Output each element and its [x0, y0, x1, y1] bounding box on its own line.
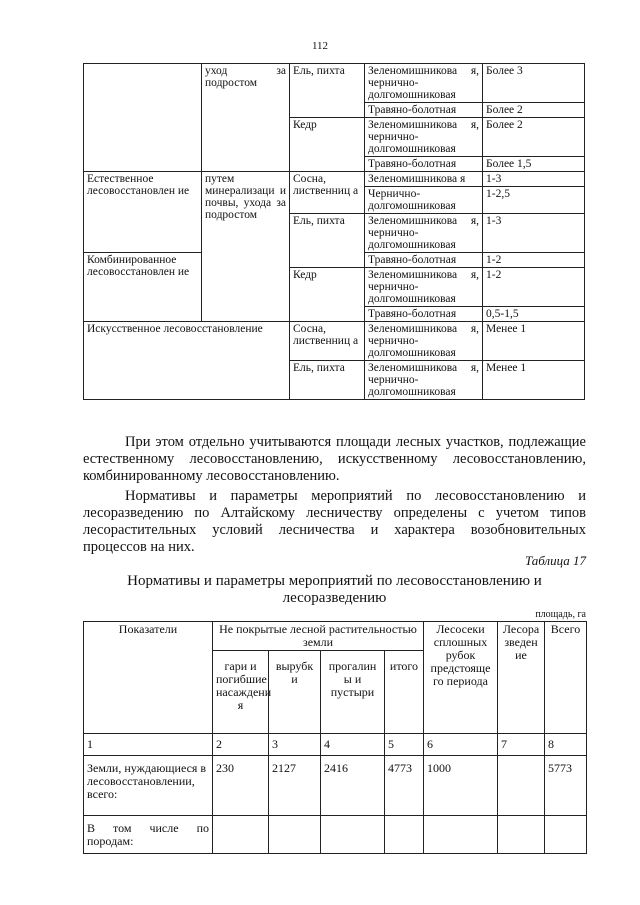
table-cell: Травяно-болотная [365, 253, 483, 268]
table-cell: Кедр [290, 268, 365, 322]
page-number: 112 [311, 40, 329, 52]
table-cell: 1-2,5 [483, 187, 585, 214]
header-cell: прогалин ы и пустыри [321, 651, 385, 734]
table-header-row [84, 622, 587, 651]
table-cell: Зеленомишникова я [365, 172, 483, 187]
table-cell: 5773 [545, 756, 587, 816]
table-cell: Более 2 [483, 103, 585, 118]
header-cell: Показатели [84, 622, 213, 734]
table-cell: Искусственное лесовосстановление [84, 322, 290, 400]
table-cell: Зеленомишникова я, чернично-долгомошниковая [365, 64, 483, 103]
table-cell: Травяно-болотная [365, 307, 483, 322]
paragraph-text: При этом отдельно учитываются площади лесных участков, подлежащие естественному лесовосстановлению, искусственному лесовосстановлению, комбинированному лесовосстановлению. [83, 434, 586, 484]
table-cell: Ель, пихта [290, 361, 365, 400]
table-row [84, 322, 585, 361]
paragraph-text: Нормативы и параметры мероприятий по лесовосстановлению и лесоразведению по Алтайскому лесничеству определены с учетом типов лесорастительных условий лесничества и характера возобновительных процессов на них. [83, 488, 586, 555]
table-cell: уход за подростом [202, 64, 290, 172]
table-row [84, 172, 585, 187]
table-number-row [84, 734, 587, 756]
table-cell [424, 816, 498, 854]
table-cell: 1-3 [483, 172, 585, 187]
forest-regeneration-table [83, 63, 585, 400]
table-cell: Сосна, лиственниц а [290, 172, 365, 214]
table-cell: 8 [545, 734, 587, 756]
table-cell: Ель, пихта [290, 64, 365, 118]
table-cell [545, 816, 587, 854]
table-cell: 1000 [424, 756, 498, 816]
table-cell: 2 [213, 734, 269, 756]
table-cell: Зеленомишникова я, чернично-долгомошниковая [365, 361, 483, 400]
table-cell: 3 [269, 734, 321, 756]
table-row [84, 64, 585, 103]
table-cell: 1-2 [483, 253, 585, 268]
header-cell: Лесора зведен ие [498, 622, 545, 734]
table-cell: 2127 [269, 756, 321, 816]
table-cell: Травяно-болотная [365, 157, 483, 172]
regeneration-norms-table [83, 621, 587, 854]
table-cell [213, 816, 269, 854]
header-cell: Не покрытые лесной растительностью земли [213, 622, 424, 651]
table-cell: Менее 1 [483, 361, 585, 400]
table-cell: 1 [84, 734, 213, 756]
table-cell: Чернично-долгомошниковая [365, 187, 483, 214]
paragraph [83, 488, 586, 556]
table-cell [498, 756, 545, 816]
table-title: Нормативы и параметры мероприятий по лесовосстановлению и лесоразведению [127, 573, 542, 606]
table-cell: 7 [498, 734, 545, 756]
table-cell [498, 816, 545, 854]
table-cell: 4 [321, 734, 385, 756]
table-cell: Естественное лесовосстановлен ие [84, 172, 202, 253]
table-label: Таблица 17 [524, 553, 586, 568]
table-cell: Земли, нуждающиеся в лесовосстановлении, всего: [84, 756, 213, 816]
table-cell: Травяно-болотная [365, 103, 483, 118]
table-cell: Ель, пихта [290, 214, 365, 268]
table-cell: 2416 [321, 756, 385, 816]
unit-label: площадь, га [535, 609, 586, 620]
table-cell: 1-3 [483, 214, 585, 253]
table-cell: Кедр [290, 118, 365, 172]
header-cell: вырубк и [269, 651, 321, 734]
table-cell: 4773 [385, 756, 424, 816]
table-cell: В том числе по породам: [84, 816, 213, 854]
table-cell: Комбинированное лесовосстановлен ие [84, 253, 202, 322]
table-cell: Зеленомишникова я, чернично-долгомошниковая [365, 268, 483, 307]
table-cell: 0,5-1,5 [483, 307, 585, 322]
table-cell: Менее 1 [483, 322, 585, 361]
paragraph [83, 434, 586, 485]
table-cell [321, 816, 385, 854]
header-cell: Всего [545, 622, 587, 734]
table-cell: 1-2 [483, 268, 585, 307]
table-cell: Более 1,5 [483, 157, 585, 172]
header-cell: Лесосеки сплошных рубок предстояще го периода [424, 622, 498, 734]
table-row [84, 816, 587, 854]
table-cell: путем минерализаци и почвы, ухода за подростом [202, 172, 290, 322]
table-cell: Сосна, лиственниц а [290, 322, 365, 361]
table-cell: Зеленомишникова я, чернично-долгомошниковая [365, 322, 483, 361]
header-cell: гари и погибшие насаждени я [213, 651, 269, 734]
table-cell: Зеленомишникова я, чернично-долгомошниковая [365, 118, 483, 157]
table-cell [385, 816, 424, 854]
header-cell: итого [385, 651, 424, 734]
table-cell: 5 [385, 734, 424, 756]
table-cell: Зеленомишникова я, чернично-долгомошниковая [365, 214, 483, 253]
table-cell: Более 2 [483, 118, 585, 157]
table-cell: 230 [213, 756, 269, 816]
table-cell [84, 64, 202, 172]
table-row [84, 756, 587, 816]
table-cell: Более 3 [483, 64, 585, 103]
table-cell: 6 [424, 734, 498, 756]
table-cell [269, 816, 321, 854]
